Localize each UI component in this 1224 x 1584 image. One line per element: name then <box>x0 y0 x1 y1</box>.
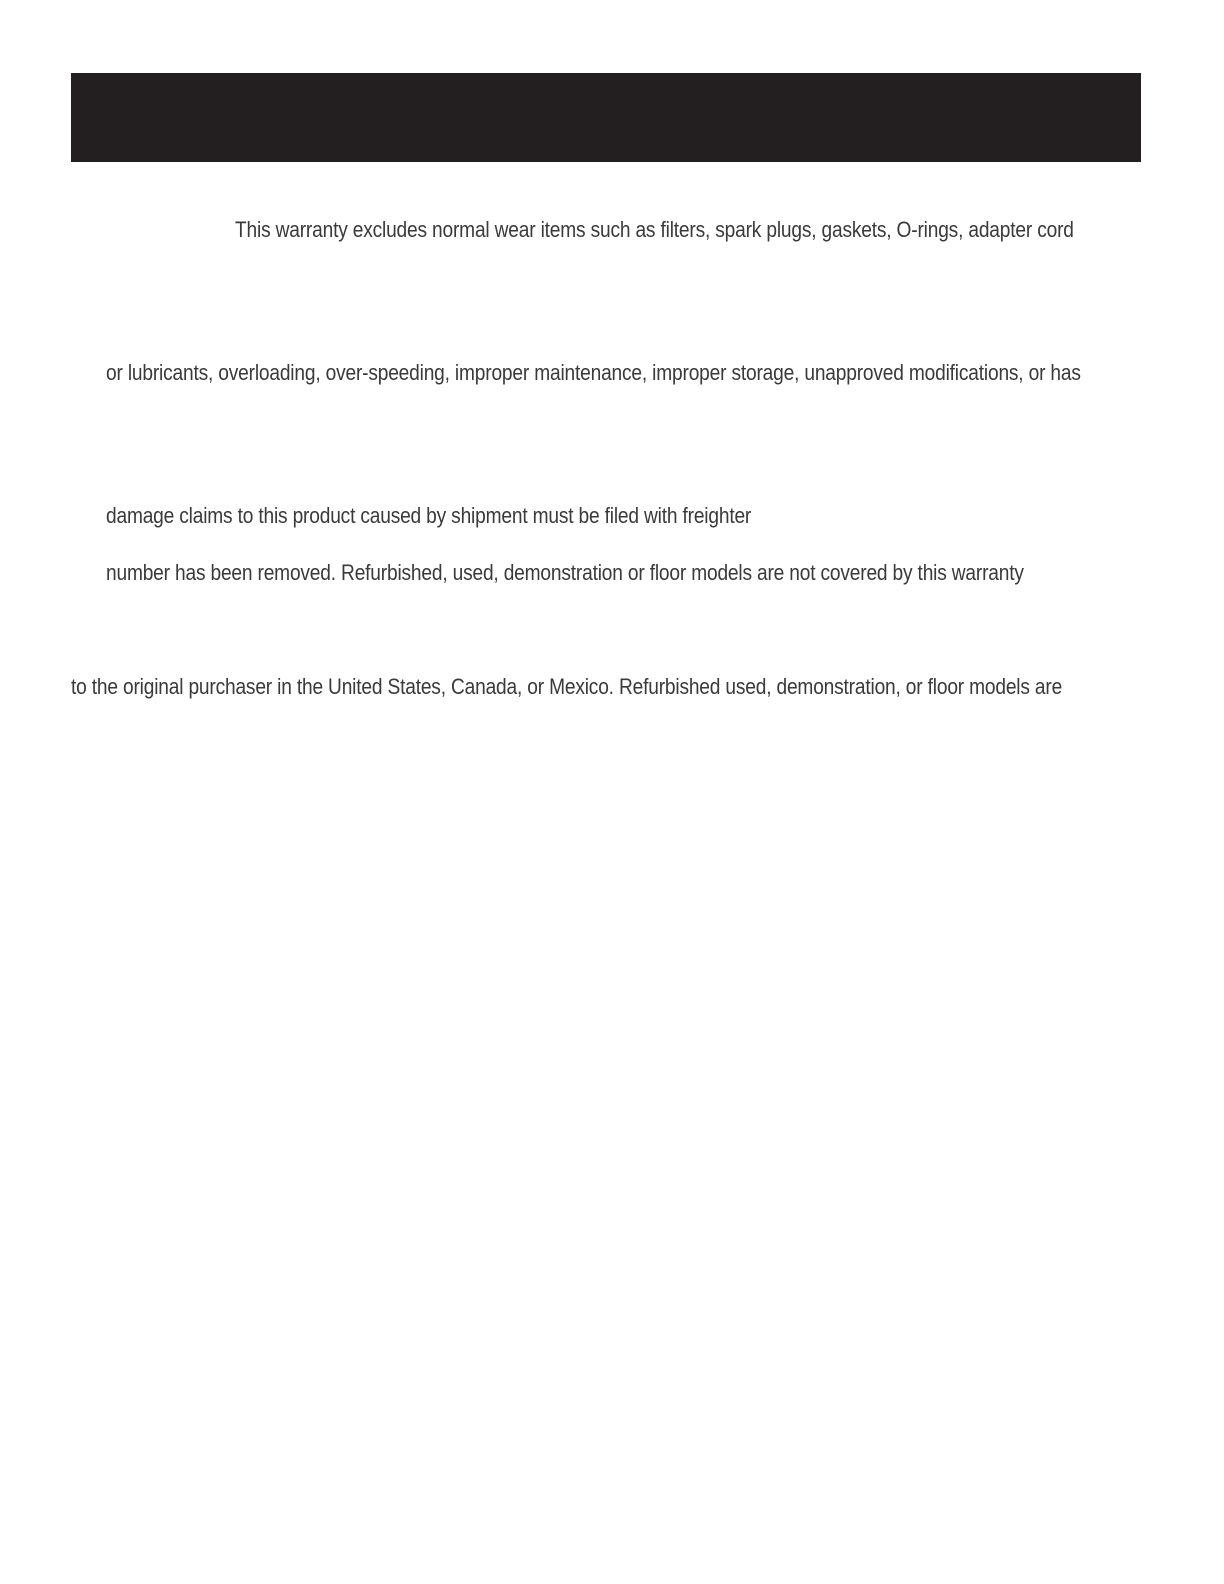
warranty-text-line: This warranty excludes normal wear items such as filters, spark plugs, gaskets, O-rings, adapter cord <box>235 217 1074 242</box>
warranty-text-line: damage claims to this product caused by shipment must be filed with freighter <box>106 503 752 528</box>
warranty-text-line: number has been removed. Refurbished, used, demonstration or floor models are not covered by this warranty <box>106 560 1024 585</box>
header-bar <box>71 73 1141 162</box>
warranty-text-line: or lubricants, overloading, over-speeding, improper maintenance, improper storage, unapproved modifications, or has <box>106 360 1081 385</box>
warranty-text-line: to the original purchaser in the United States, Canada, or Mexico. Refurbished used, demonstration, or floor models are <box>71 674 1063 699</box>
